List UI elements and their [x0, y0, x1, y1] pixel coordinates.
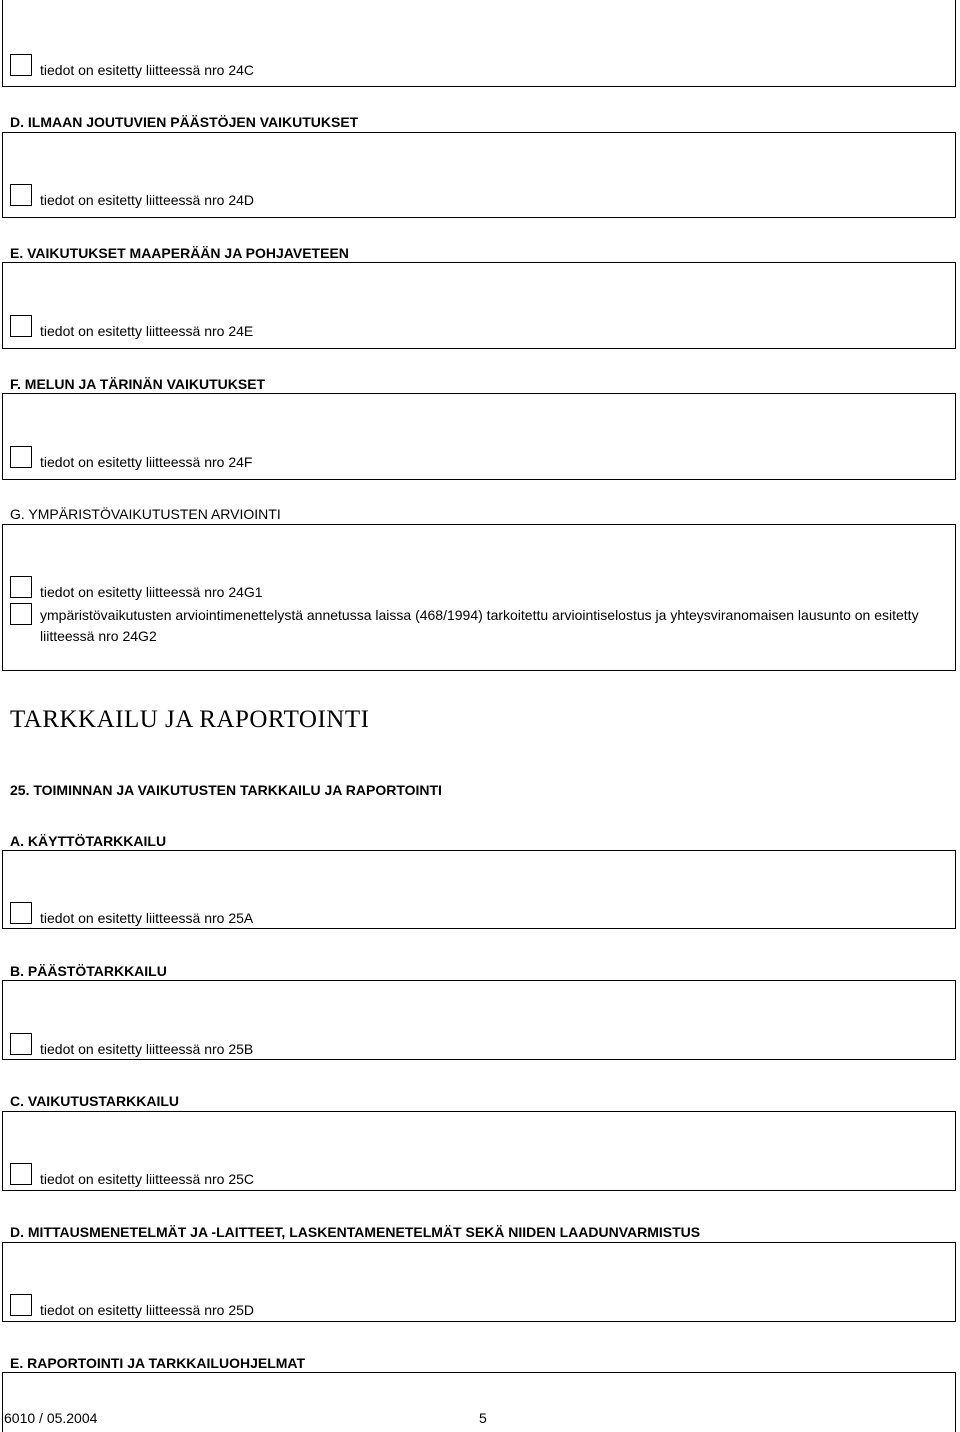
checkbox-row-24g1	[10, 576, 263, 600]
main-title: TARKKAILU JA RAPORTOINTI	[10, 706, 370, 733]
section-heading-e: E. VAIKUTUKSET MAAPERÄÄN JA POHJAVETEEN	[10, 245, 349, 261]
attachment-checkbox-25d[interactable]	[10, 1294, 32, 1316]
checkbox-row-24e	[10, 315, 253, 339]
form-code: 6010 / 05.2004	[4, 1410, 101, 1426]
checkbox-label: tiedot on esitetty liitteessä nro 25B	[40, 1041, 254, 1057]
section-heading-25e: E. RAPORTOINTI JA TARKKAILUOHJELMAT	[10, 1355, 306, 1371]
attachment-checkbox-24c[interactable]	[10, 54, 32, 76]
checkbox-row-24g2	[10, 603, 930, 647]
checkbox-label: tiedot on esitetty liitteessä nro 24F	[40, 454, 253, 470]
attachment-checkbox-24e[interactable]	[10, 315, 32, 337]
checkbox-row-25c	[10, 1163, 254, 1187]
checkbox-label: tiedot on esitetty liitteessä nro 25A	[40, 910, 254, 926]
attachment-checkbox-24f[interactable]	[10, 446, 32, 468]
section-heading-a: A. KÄYTTÖTARKKAILU	[10, 833, 167, 849]
checkbox-label: tiedot on esitetty liitteessä nro 25C	[40, 1171, 255, 1187]
section-heading-b: B. PÄÄSTÖTARKKAILU	[10, 963, 167, 979]
attachment-checkbox-24g1[interactable]	[10, 576, 32, 598]
checkbox-label: tiedot on esitetty liitteessä nro 24G1	[40, 584, 263, 600]
attachment-checkbox-24g2[interactable]	[10, 603, 32, 625]
section-heading-g: G. YMPÄRISTÖVAIKUTUSTEN ARVIOINTI	[10, 506, 281, 522]
checkbox-row-24f	[10, 446, 252, 470]
section-heading-d: D. ILMAAN JOUTUVIEN PÄÄSTÖJEN VAIKUTUKSET	[10, 114, 359, 130]
section-heading-f: F. MELUN JA TÄRINÄN VAIKUTUKSET	[10, 376, 266, 392]
subsection-title: 25. TOIMINNAN JA VAIKUTUSTEN TARKKAILU JA RAPORTOINTI	[10, 782, 442, 798]
checkbox-row-25d	[10, 1294, 254, 1318]
checkbox-row-24c	[10, 54, 254, 78]
checkbox-label: tiedot on esitetty liitteessä nro 25D	[40, 1302, 255, 1318]
page-number: 5	[479, 1410, 487, 1426]
checkbox-row-25b	[10, 1033, 253, 1057]
section-heading-c: C. VAIKUTUSTARKKAILU	[10, 1093, 180, 1109]
checkbox-row-24d	[10, 184, 254, 208]
attachment-checkbox-25b[interactable]	[10, 1033, 32, 1055]
attachment-checkbox-25c[interactable]	[10, 1163, 32, 1185]
checkbox-label: tiedot on esitetty liitteessä nro 24C	[40, 62, 255, 78]
section-heading-25d: D. MITTAUSMENETELMÄT JA -LAITTEET, LASKENTAMENETELMÄT SEKÄ NIIDEN LAADUNVARMISTUS	[10, 1224, 701, 1240]
attachment-checkbox-24d[interactable]	[10, 184, 32, 206]
attachment-checkbox-25a[interactable]	[10, 902, 32, 924]
checkbox-label: ympäristövaikutusten arviointimenettelystä annetussa laissa (468/1994) tarkoitettu arviointiselostus ja yhteysviranomaisen lausunto on esitetty liitteessä nro 24G2	[40, 607, 919, 644]
checkbox-label: tiedot on esitetty liitteessä nro 24E	[40, 323, 254, 339]
checkbox-row-25a	[10, 902, 253, 926]
checkbox-label: tiedot on esitetty liitteessä nro 24D	[40, 192, 255, 208]
